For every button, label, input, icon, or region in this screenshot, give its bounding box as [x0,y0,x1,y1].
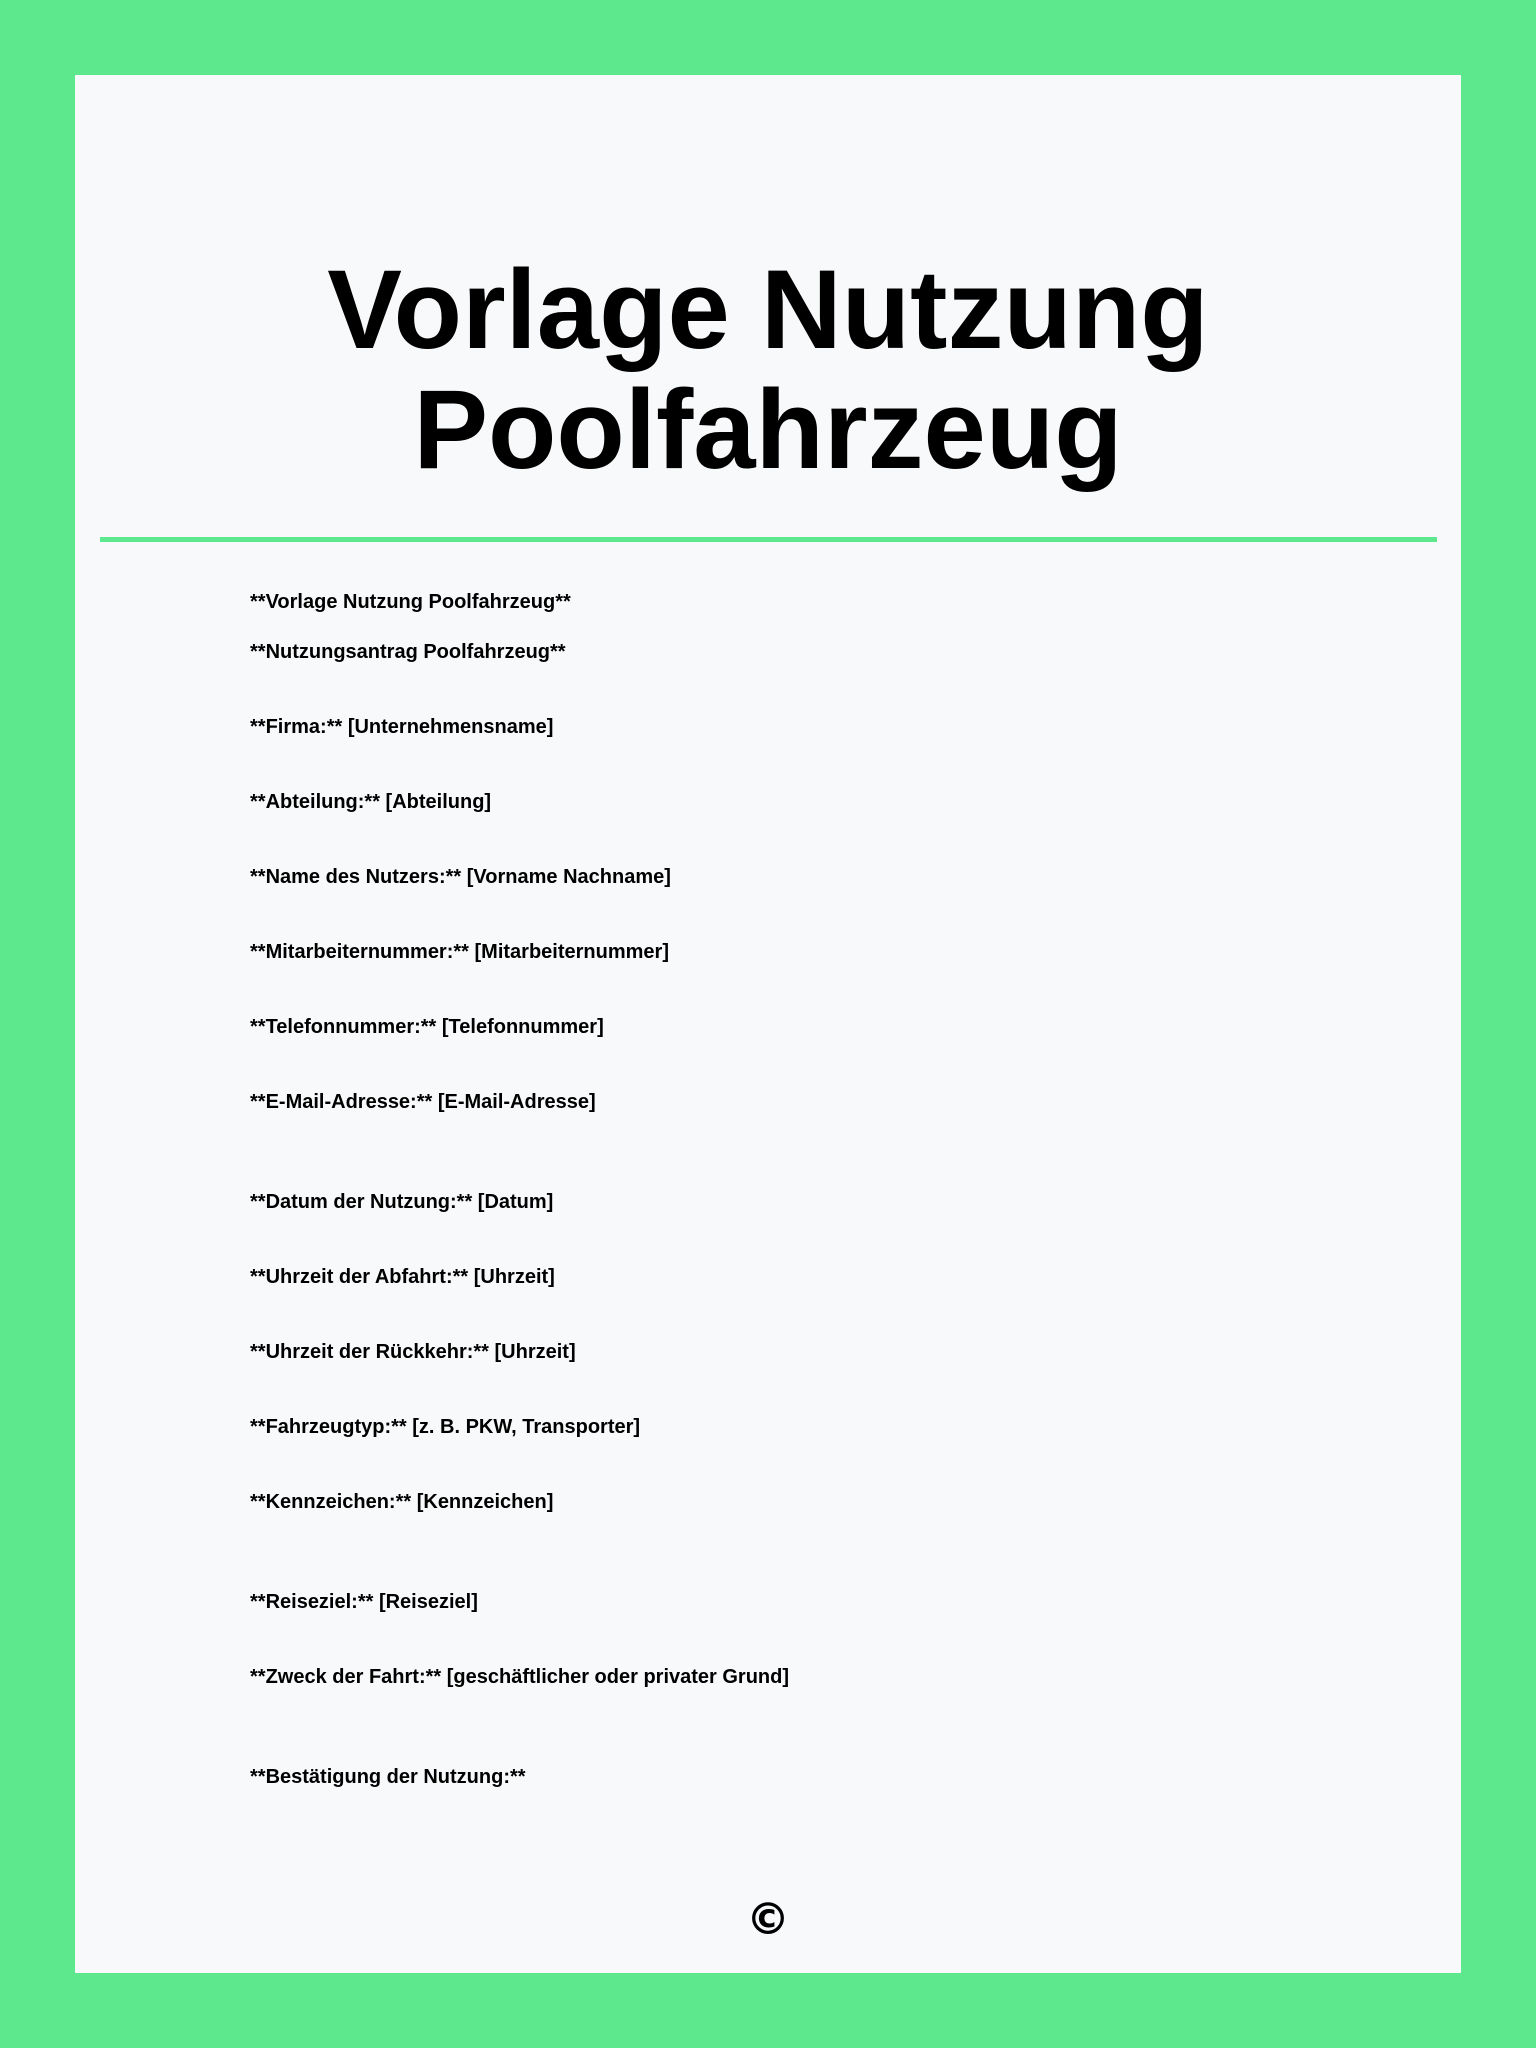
title-line-2: Poolfahrzeug [413,367,1123,492]
field-mitarbeiternummer: **Mitarbeiternummer:** [Mitarbeiternummer] [250,941,669,963]
field-nutzungsantrag-heading: **Nutzungsantrag Poolfahrzeug** [250,641,566,663]
field-fahrzeugtyp: **Fahrzeugtyp:** [z. B. PKW, Transporter] [250,1416,641,1438]
field-uhrzeit-rueckkehr: **Uhrzeit der Rückkehr:** [Uhrzeit] [250,1341,576,1363]
field-reiseziel: **Reiseziel:** [Reiseziel] [250,1591,478,1613]
field-abteilung: **Abteilung:** [Abteilung] [250,791,492,813]
field-uhrzeit-abfahrt: **Uhrzeit der Abfahrt:** [Uhrzeit] [250,1266,555,1288]
field-vorlage-heading: **Vorlage Nutzung Poolfahrzeug** [250,591,571,613]
field-telefonnummer: **Telefonnummer:** [Telefonnummer] [250,1016,604,1038]
field-zweck-der-fahrt: **Zweck der Fahrt:** [geschäftlicher oder privater Grund] [250,1666,790,1688]
field-datum-der-nutzung: **Datum der Nutzung:** [Datum] [250,1191,554,1213]
field-name-des-nutzers: **Name des Nutzers:** [Vorname Nachname] [250,866,671,888]
title-divider [100,537,1437,542]
copyright-icon: © [746,1894,790,1945]
field-firma: **Firma:** [Unternehmensname] [250,716,554,738]
document-page [75,75,1461,1973]
field-bestaetigung-der-nutzung: **Bestätigung der Nutzung:** [250,1766,526,1788]
title-line-1: Vorlage Nutzung [327,247,1209,372]
field-kennzeichen: **Kennzeichen:** [Kennzeichen] [250,1491,554,1513]
field-email-adresse: **E-Mail-Adresse:** [E-Mail-Adresse] [250,1091,596,1113]
page-title [75,247,1461,492]
